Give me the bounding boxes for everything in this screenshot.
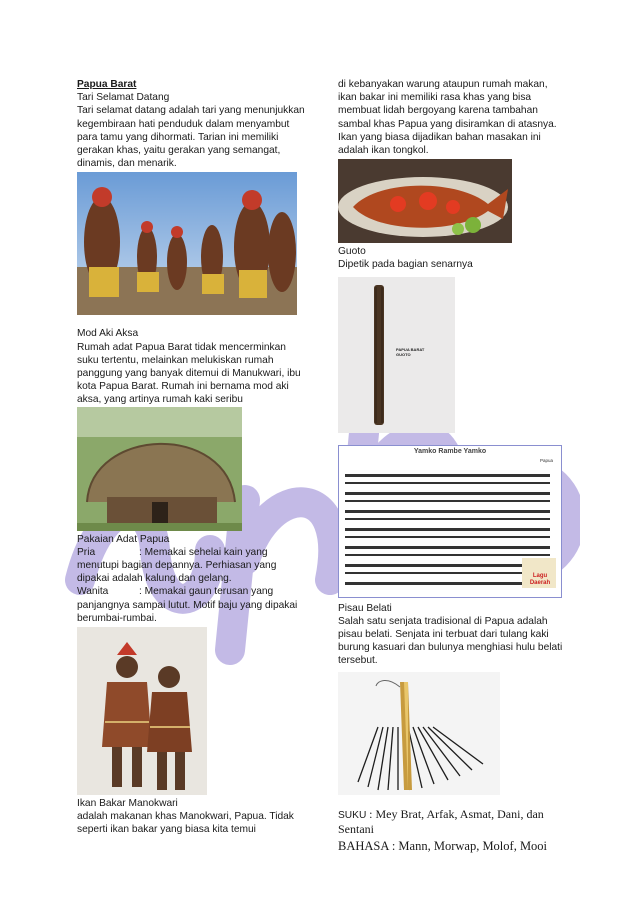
clothing-title: Pakaian Adat Papua [77, 533, 170, 545]
pria-text: : Memakai sehelai kain yang [139, 546, 268, 558]
right-column [338, 78, 564, 854]
wanita-label: Wanita [77, 586, 109, 598]
pisau-text: Salah satu senjata tradisional di Papua adalah pisau belati. Senjata ini terbuat dari tulang kaki burung kasuari dan bulunya menghiasi hulu belati tersebut. [338, 615, 563, 667]
fish-text: adalah makanan khas Manokwari, Papua. Tidak seperti ikan bakar yang biasa kita temui [77, 811, 294, 836]
fish-text-cont: di kebanyakan warung ataupun rumah makan, ikan bakar ini memiliki rasa khas yang bisa membuat lidah bergoyang karena tambahan sambal khas Papua yang disiramkan di atasnya. Ikan yang biasa dijadikan bahan masakan ini adalah ikan tongkol. [338, 79, 557, 157]
dance-title: Tari Selamat Datang [77, 92, 170, 104]
section-heading: Papua Barat [77, 79, 137, 90]
sheet-title: Yamko Rambe Yamko [413, 447, 487, 455]
wanita-text-cont: panjangnya sampai lutut. Motif baju yang dipakai berumbai-rumbai. [77, 599, 298, 624]
pria-text-cont: menutupi bagian depannya. Perhiasan yang dipakai adalah kalung dan gelang. [77, 560, 277, 585]
pisau-title: Pisau Belati [338, 602, 392, 614]
fish-photo [338, 159, 512, 243]
clothing-photo [77, 627, 207, 795]
sheet-region: Papua [539, 457, 553, 463]
house-photo [77, 407, 242, 531]
guoto-tag: PAPUA BARAT GUOTO [396, 346, 425, 357]
guoto-photo [338, 277, 455, 433]
house-title: Mod Aki Aksa [77, 328, 139, 340]
suku-text: : Mey Brat, Arfak, Asmat, Dani, dan Sentani [338, 806, 544, 836]
sheet-brand: Lagu Daerah [529, 572, 551, 586]
house-text: Rumah adat Papua Barat tidak mencerminkan suku tertentu, melainkan melukiskan rumah panggung yang banyak ditemui di Manukwari, ibu kota Papua Barat. Rumah ini bernama mod aki aksa, yang artinya rumah kaki seribu [77, 341, 301, 406]
fish-title: Ikan Bakar Manokwari [77, 798, 178, 810]
dance-text: Tari selamat datang adalah tari yang menunjukkan kegembiraan hati penduduk dalam menyambut para tamu yang dihormati. Tarian ini memiliki gerakan khas, yaitu gerakan yang semangat, dinamis, dan menarik. [77, 105, 305, 170]
pria-label: Pria [77, 546, 96, 558]
pisau-photo [338, 672, 500, 795]
suku-label: SUKU [338, 809, 367, 821]
left-column [77, 78, 309, 837]
guoto-title: Guoto [338, 246, 366, 258]
wanita-text: : Memakai gaun terusan yang [139, 586, 274, 598]
sheet-music-image [338, 445, 562, 598]
guoto-text: Dipetik pada bagian senarnya [338, 259, 473, 271]
bahasa-text: BAHASA : Mann, Morwap, Molof, Mooi [338, 839, 548, 854]
dance-photo [77, 172, 297, 315]
